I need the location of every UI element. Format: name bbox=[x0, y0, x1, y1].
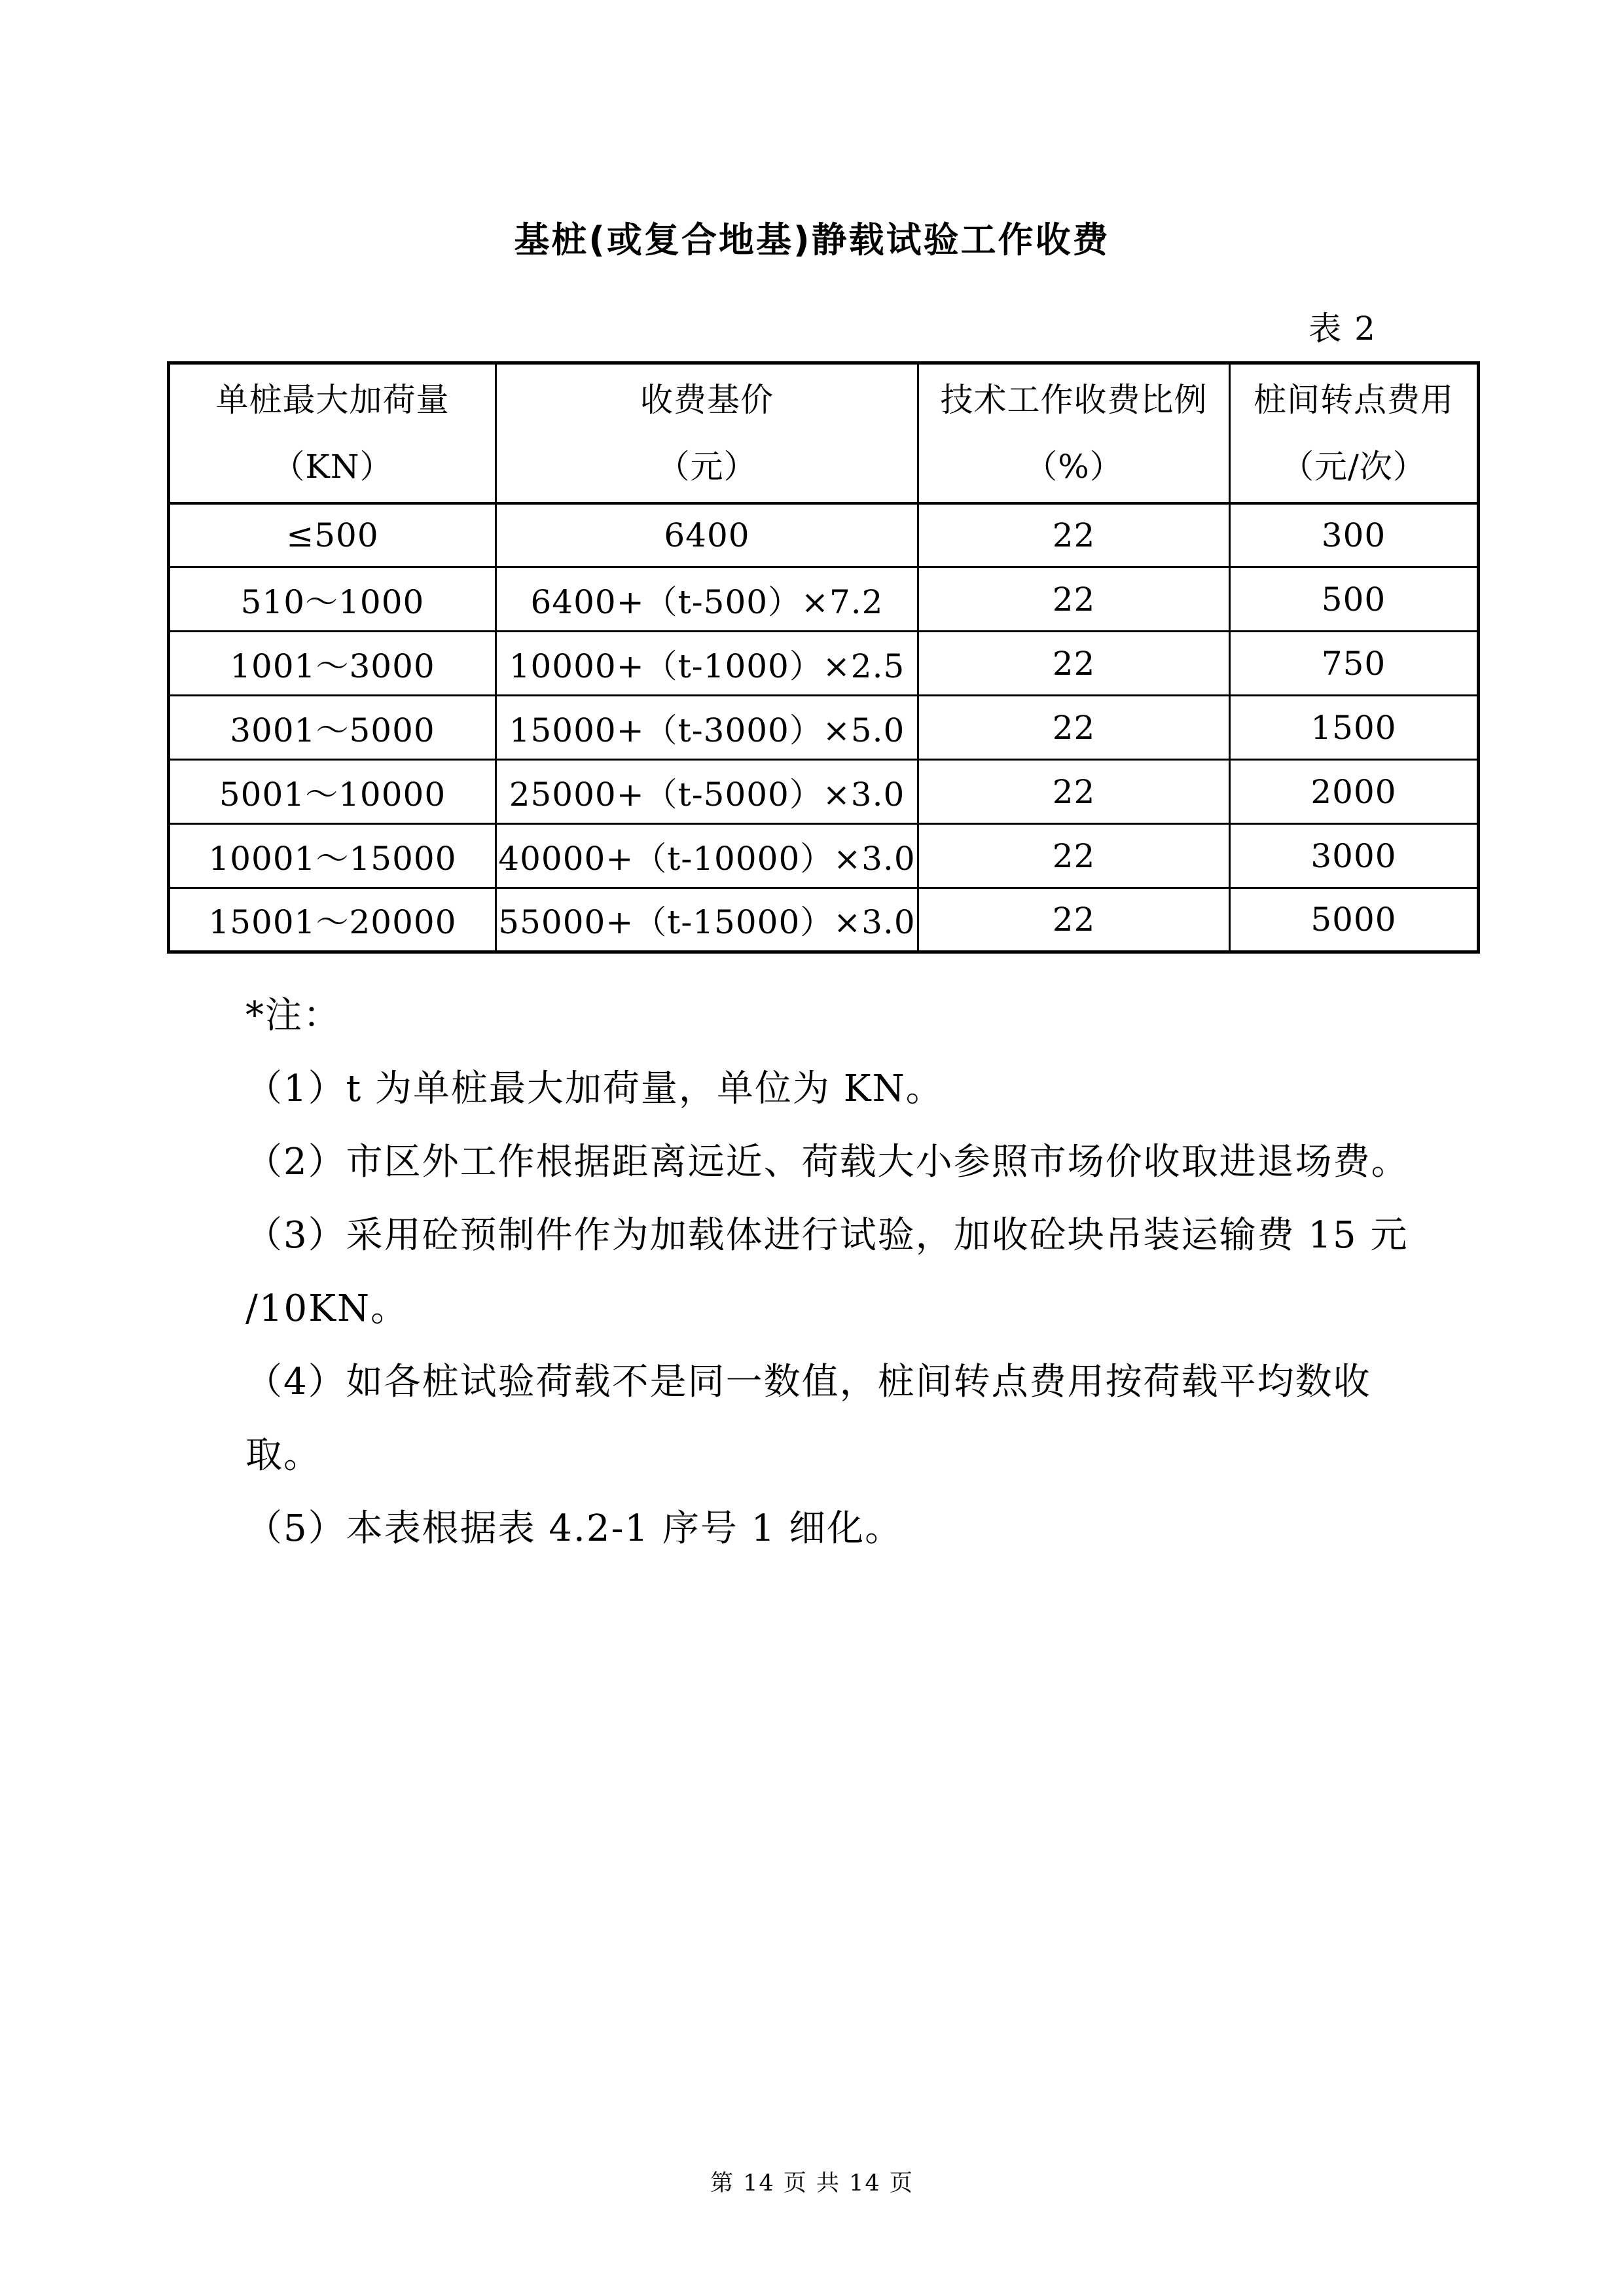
page-title: 基桩(或复合地基)静载试验工作收费 bbox=[514, 219, 1110, 260]
cell-tech-fee-ratio: 22 bbox=[918, 696, 1230, 760]
cell-load-range: ≤500 bbox=[169, 503, 496, 567]
col-header-tech-fee-ratio bbox=[918, 363, 1230, 503]
cell-load-range: 3001～5000 bbox=[169, 696, 496, 760]
col-header-transfer-fee bbox=[1230, 363, 1479, 503]
table-row bbox=[169, 567, 1479, 632]
cell-base-price: 55000+（t-15000）×3.0 bbox=[496, 888, 918, 952]
col-header-transfer-fee-unit: （元/次） bbox=[1281, 447, 1426, 486]
table-number-label: 表 2 bbox=[1308, 310, 1377, 348]
table-row bbox=[169, 503, 1479, 567]
note-line-4-continued: 取。 bbox=[245, 1434, 321, 1477]
cell-tech-fee-ratio: 22 bbox=[918, 760, 1230, 824]
table-row bbox=[169, 888, 1479, 952]
col-header-max-load-unit: （KN） bbox=[272, 447, 393, 486]
note-line-4: （4）如各桩试验荷载不是同一数值，桩间转点费用按荷载平均数收 bbox=[245, 1361, 1371, 1403]
cell-load-range: 10001～15000 bbox=[169, 824, 496, 888]
cell-tech-fee-ratio: 22 bbox=[918, 888, 1230, 952]
note-line-3: （3）采用砼预制件作为加载体进行试验，加收砼块吊装运输费 15 元 bbox=[245, 1214, 1409, 1257]
col-header-max-load bbox=[169, 363, 496, 503]
cell-tech-fee-ratio: 22 bbox=[918, 503, 1230, 567]
col-header-transfer-fee-line1: 桩间转点费用 bbox=[1254, 380, 1454, 419]
cell-transfer-fee: 3000 bbox=[1230, 824, 1479, 888]
cell-base-price: 15000+（t-3000）×5.0 bbox=[496, 696, 918, 760]
cell-load-range: 510～1000 bbox=[169, 567, 496, 632]
col-header-base-price-line1: 收费基价 bbox=[640, 380, 774, 419]
fee-table bbox=[167, 361, 1480, 954]
cell-transfer-fee: 500 bbox=[1230, 567, 1479, 632]
fee-table-header bbox=[169, 363, 1479, 503]
cell-load-range: 15001～20000 bbox=[169, 888, 496, 952]
cell-load-range: 1001～3000 bbox=[169, 632, 496, 696]
cell-base-price: 10000+（t-1000）×2.5 bbox=[496, 632, 918, 696]
table-row bbox=[169, 632, 1479, 696]
col-header-max-load-line1: 单桩最大加荷量 bbox=[215, 380, 450, 419]
cell-base-price: 6400 bbox=[496, 503, 918, 567]
cell-tech-fee-ratio: 22 bbox=[918, 567, 1230, 632]
cell-transfer-fee: 300 bbox=[1230, 503, 1479, 567]
cell-transfer-fee: 750 bbox=[1230, 632, 1479, 696]
cell-tech-fee-ratio: 22 bbox=[918, 632, 1230, 696]
notes-label: *注： bbox=[245, 994, 341, 1037]
col-header-tech-fee-ratio-unit: （%） bbox=[1024, 447, 1123, 486]
note-line-1: （1）t 为单桩最大加荷量，单位为 KN。 bbox=[245, 1067, 944, 1110]
cell-transfer-fee: 2000 bbox=[1230, 760, 1479, 824]
note-line-3-continued: /10KN。 bbox=[245, 1287, 408, 1330]
page-number-footer: 第 14 页 共 14 页 bbox=[710, 2170, 914, 2197]
notes-section bbox=[245, 979, 1409, 1566]
note-line-2: （2）市区外工作根据距离远近、荷载大小参照市场价收取进退场费。 bbox=[245, 1141, 1409, 1183]
cell-transfer-fee: 5000 bbox=[1230, 888, 1479, 952]
note-line-5: （5）本表根据表 4.2-1 序号 1 细化。 bbox=[245, 1507, 903, 1550]
header-row bbox=[169, 363, 1479, 503]
cell-base-price: 6400+（t-500）×7.2 bbox=[496, 567, 918, 632]
table-row bbox=[169, 760, 1479, 824]
cell-transfer-fee: 1500 bbox=[1230, 696, 1479, 760]
table-row bbox=[169, 696, 1479, 760]
fee-table-body bbox=[169, 503, 1479, 952]
col-header-base-price bbox=[496, 363, 918, 503]
cell-load-range: 5001～10000 bbox=[169, 760, 496, 824]
cell-base-price: 25000+（t-5000）×3.0 bbox=[496, 760, 918, 824]
col-header-base-price-unit: （元） bbox=[657, 447, 757, 486]
table-row bbox=[169, 824, 1479, 888]
cell-base-price: 40000+（t-10000）×3.0 bbox=[496, 824, 918, 888]
col-header-tech-fee-ratio-line1: 技术工作收费比例 bbox=[940, 380, 1208, 419]
cell-tech-fee-ratio: 22 bbox=[918, 824, 1230, 888]
